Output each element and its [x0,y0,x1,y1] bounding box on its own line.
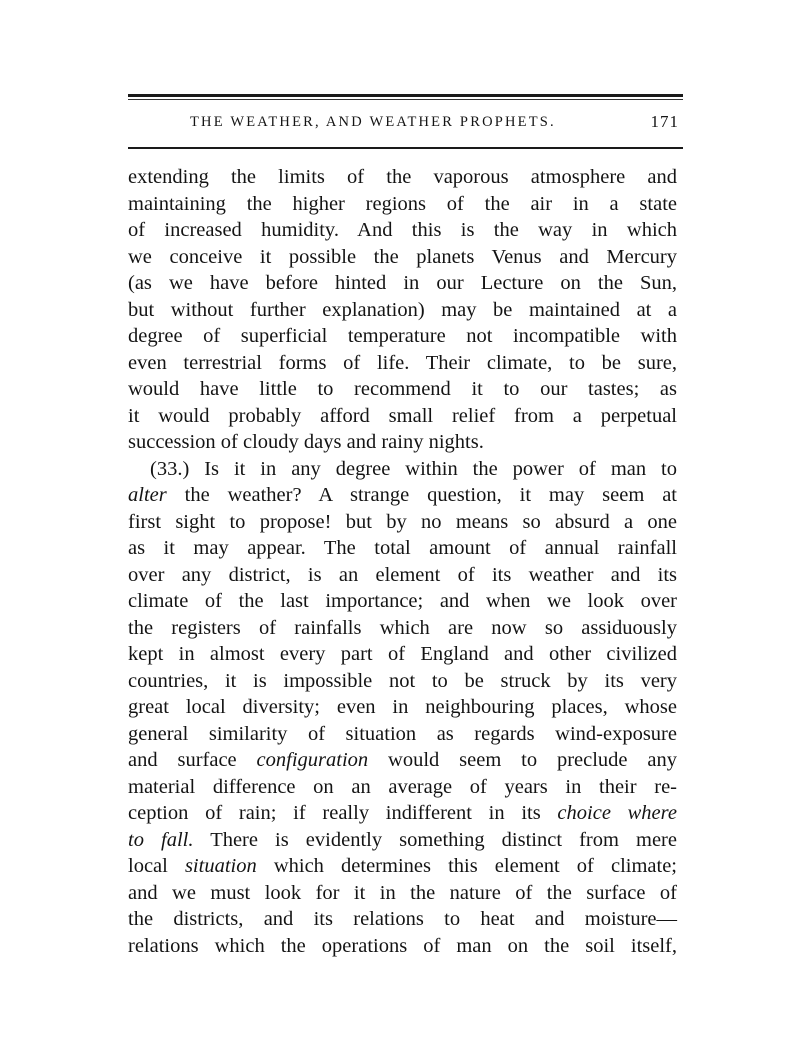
running-head-title: THE WEATHER, AND WEATHER PROPHETS. [190,113,556,130]
text-line: of increased humidity. And this is the way in which [128,219,677,241]
text-line: would have little to recommend it to our tastes; as [128,378,677,400]
text-line: we conceive it possible the planets Venus and Mercury [128,245,677,268]
text-line [128,800,677,827]
text-line: succession of cloudy days and rainy nights. [128,431,484,453]
text-line: extending the limits of the vaporous atmosphere and [128,166,677,188]
italic-text: configuration [256,749,369,771]
text-segment: would seem to preclude any [368,749,677,771]
text-line: as it may appear. The total amount of annual rainfall [128,537,677,559]
italic-text: choice where [557,802,677,824]
text-line: great local diversity; even in neighbouring places, whose [128,696,677,718]
body-text [128,164,677,959]
text-segment: which determines this element of climate; [256,855,678,877]
text-line: but without further explanation) may be maintained at a [128,298,677,321]
page-number: 171 [650,112,679,131]
text-line: and we must look for it in the nature of the surface of [128,881,677,904]
text-line: (as we have before hinted in our Lecture on the Sun, [128,272,677,294]
italic-text: to fall. [128,828,194,851]
text-line: climate of the last importance; and when we look over [128,590,677,612]
text-line: kept in almost every part of England and other civilized [128,643,677,665]
text-line: general similarity of situation as regards wind-exposure [128,722,677,745]
text-line: it would probably afford small relief from a perpetual [128,404,677,427]
italic-text: alter [128,484,167,506]
text-segment: local [128,855,185,877]
text-line: first sight to propose! but by no means so absurd a one [128,510,677,533]
text-line: countries, it is impossible not to be struck by its very [128,669,677,692]
text-line: (33.) Is it in any degree within the power of man to [150,457,677,480]
text-segment: and surface [128,749,257,771]
text-line [128,853,677,880]
italic-text: situation [184,855,257,877]
text-segment: There is evidently something distinct from mere [193,828,677,851]
text-segment: the weather? A strange question, it may seem at [166,484,677,506]
text-line: the registers of rainfalls which are now so assiduously [128,616,677,639]
text-line: over any district, is an element of its weather and its [128,563,677,586]
text-line: maintaining the higher regions of the air in a state [128,192,677,215]
header-rule-top [128,94,683,97]
text-line: degree of superficial temperature not incompatible with [128,325,677,347]
text-line [128,482,677,509]
text-line: the districts, and its relations to heat and moisture— [128,908,677,930]
text-line: even terrestrial forms of life. Their climate, to be sure, [128,351,677,374]
text-line: material difference on an average of years in their re- [128,775,677,798]
running-head [128,111,683,133]
header-rule-bottom [128,147,683,149]
text-line: relations which the operations of man on the soil itself, [128,934,677,957]
text-line [128,827,677,854]
text-segment: ception of rain; if really indifferent in its [128,802,558,824]
text-line [128,747,677,774]
header-rule-top-thin [128,99,683,100]
